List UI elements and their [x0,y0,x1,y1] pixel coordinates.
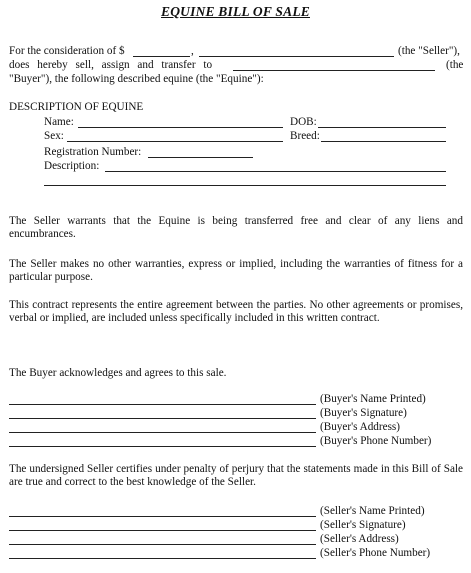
buyer-acknowledgment: The Buyer acknowledges and agrees to this sale. [9,367,227,379]
buyer-address-line[interactable] [9,432,316,433]
document-title: EQUINE BILL OF SALE [161,4,310,19]
dob-label: DOB: [290,116,317,128]
buyer-address-label: (Buyer's Address) [320,421,401,433]
seller-name-printed-line[interactable] [9,516,316,517]
seller-signature-label: (Seller's Signature) [320,519,406,531]
seller-address-label: (Seller's Address) [320,533,399,545]
comma-separator: , [191,45,194,57]
buyer-phone-line[interactable] [9,446,316,447]
buyer-name-printed-label: (Buyer's Name Printed) [320,393,426,405]
seller-phone-line[interactable] [9,558,316,559]
buyer-signature-label: (Buyer's Signature) [320,407,407,419]
seller-name-field[interactable] [199,56,394,57]
buyer-designation-end: "Buyer"), the following described equine (the "Equine"): [9,73,264,85]
buyer-phone-label: (Buyer's Phone Number) [320,435,432,447]
no-warranty-paragraph: The Seller makes no other warranties, express or implied, including the warranties of fitness for a particular purpose. [9,258,463,283]
buyer-designation-start: (the [446,59,464,71]
registration-label: Registration Number: [44,146,142,158]
seller-certification-paragraph: The undersigned Seller certifies under penalty of perjury that the statements made in this Bill of Sale are true and correct to the best knowledge of the Seller. [9,463,463,488]
equine-name-field[interactable] [78,127,283,128]
seller-address-line[interactable] [9,544,316,545]
breed-field[interactable] [321,141,446,142]
sex-field[interactable] [67,141,283,142]
registration-number-field[interactable] [148,157,253,158]
warranty-paragraph: The Seller warrants that the Equine is being transferred free and clear of any liens and encumbrances. [9,215,463,240]
transfer-clause: does hereby sell, assign and transfer to [9,59,213,71]
dob-field[interactable] [318,127,446,128]
description-heading: DESCRIPTION OF EQUINE [9,101,144,113]
description-field-line-1[interactable] [105,171,446,172]
description-label: Description: [44,160,100,172]
seller-signature-line[interactable] [9,530,316,531]
buyer-signature-line[interactable] [9,418,316,419]
consideration-amount-field[interactable] [133,56,190,57]
name-label: Name: [44,116,74,128]
buyer-name-field[interactable] [233,70,435,71]
seller-phone-label: (Seller's Phone Number) [320,547,431,559]
seller-name-printed-label: (Seller's Name Printed) [320,505,425,517]
sex-label: Sex: [44,130,64,142]
entire-agreement-paragraph: This contract represents the entire agreement between the parties. No other agreements or promises, verbal or implied, are included unless specifically included in this written contract. [9,299,463,324]
seller-designation: (the "Seller"), [398,45,460,57]
consideration-label: For the consideration of $ [9,45,125,57]
breed-label: Breed: [290,130,320,142]
buyer-name-printed-line[interactable] [9,404,316,405]
description-field-line-2[interactable] [44,185,446,186]
